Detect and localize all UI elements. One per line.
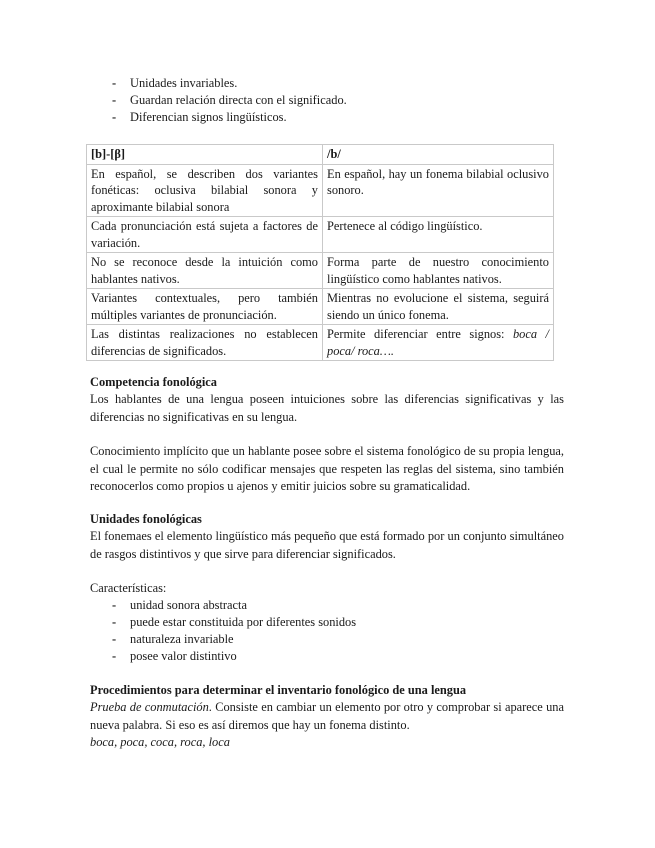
paragraph-text: . Consiste en cambiar un elemento por otro y comprobar si aparece una nueva palabra. Si eso es así diremos que hay un fonema distinto.: [90, 700, 564, 732]
list-item: - posee valor distintivo: [92, 648, 552, 665]
table-cell: En español, hay un fonema bilabial oclusivo sonoro.: [323, 164, 554, 217]
column-header-phoneme: /b/: [323, 145, 554, 165]
section-competencia: [90, 374, 564, 426]
paragraph: Conocimiento implícito que un hablante posee sobre el sistema fonológico de su propia lengua, el cual le permite no sólo codificar mensajes que respeten las reglas del sistema, sino también reconocerlos como propios u ajenos y emitir juicios sobre su gramaticalidad.: [90, 444, 564, 493]
section-procedimientos: [90, 682, 564, 751]
table-cell: Cada pronunciación está sujeta a factores de variación.: [87, 217, 323, 253]
list-item: - puede estar constituida por diferentes sonidos: [92, 614, 552, 631]
characteristics-list: [92, 597, 552, 665]
paragraph-conocimiento: [90, 443, 564, 496]
section-unidades: [90, 511, 564, 563]
table-row: [87, 325, 554, 361]
paragraph: El fonemaes el elemento lingüístico más pequeño que está formado por un conjunto simultáneo de rasgos distintivos y que sirve para diferenciar significados.: [90, 529, 564, 561]
paragraph: [90, 699, 564, 734]
label: Características:: [90, 581, 167, 595]
cell-italic-examples: boca / poca/ roca: [327, 327, 549, 358]
table-row: [87, 164, 554, 217]
table-row: [87, 217, 554, 253]
table-cell: [323, 325, 554, 361]
list-item: - Guardan relación directa con el significado.: [92, 92, 572, 109]
table-cell: Pertenece al código lingüístico.: [323, 217, 554, 253]
section-heading: Procedimientos para determinar el inventario fonológico de una lengua: [90, 683, 467, 697]
table-cell: Forma parte de nuestro conocimiento lingüístico como hablantes nativos.: [323, 253, 554, 289]
table-cell: Mientras no evolucione el sistema, seguirá siendo un único fonema.: [323, 289, 554, 325]
term-italic: Prueba de conmutación: [90, 700, 209, 714]
table-cell: En español, se describen dos variantes fonéticas: oclusiva bilabial sonora y aproximante bilabial sonora: [87, 164, 323, 217]
table-cell: Variantes contextuales, pero también múltiples variantes de pronunciación.: [87, 289, 323, 325]
list-item: - unidad sonora abstracta: [92, 597, 552, 614]
list-item: - Unidades invariables.: [92, 75, 572, 92]
table-cell: Las distintas realizaciones no establecen diferencias de significados.: [87, 325, 323, 361]
comparison-table: [86, 144, 554, 361]
characteristics-label: [90, 580, 564, 597]
column-header-allophones: [b]-[β]: [87, 145, 323, 165]
section-heading: Competencia fonológica: [90, 375, 217, 389]
table-row: [87, 253, 554, 289]
table-cell: No se reconoce desde la intuición como hablantes nativos.: [87, 253, 323, 289]
section-heading: Unidades fonológicas: [90, 512, 202, 526]
cell-ellipsis: ….: [379, 343, 395, 358]
list-item: - Diferencian signos lingüísticos.: [92, 109, 572, 126]
table-row: [87, 289, 554, 325]
examples-line: boca, poca, coca, roca, loca: [90, 735, 230, 749]
list-item: - naturaleza invariable: [92, 631, 552, 648]
intro-bullet-list: [92, 75, 572, 126]
cell-text: Permite diferenciar entre signos:: [327, 327, 513, 341]
paragraph: Los hablantes de una lengua poseen intuiciones sobre las diferencias significativas y las diferencias no significativas en su lengua.: [90, 392, 564, 424]
table-header-row: [87, 145, 554, 165]
